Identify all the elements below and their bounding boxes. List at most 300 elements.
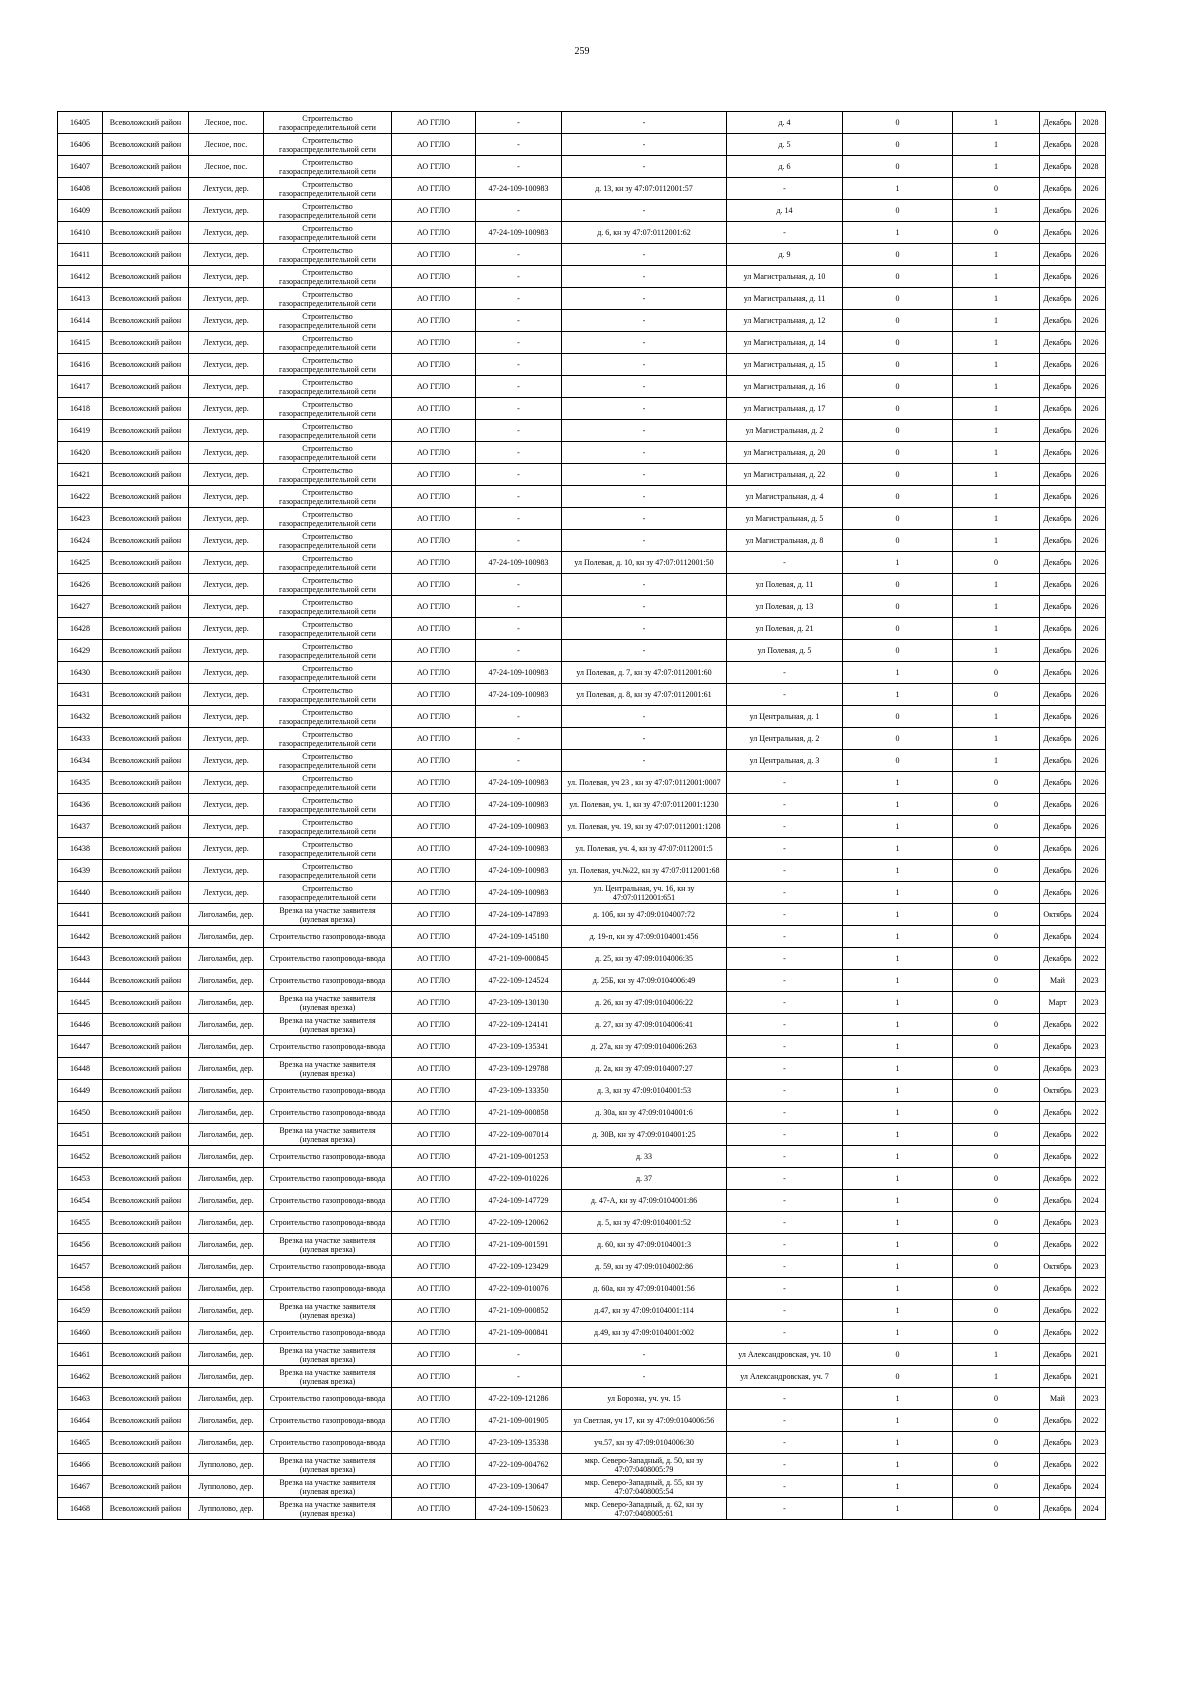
cell-application-number: 47-21-109-001905	[476, 1410, 562, 1432]
cell-month: Декабрь	[1040, 1476, 1076, 1498]
cell-row-number: 16434	[58, 750, 103, 772]
cell-address-with-cadastre: -	[562, 1344, 727, 1366]
cell-address-with-cadastre: -	[562, 288, 727, 310]
cell-district: Всеволожский район	[103, 310, 189, 332]
cell-row-number: 16420	[58, 442, 103, 464]
cell-organization: АО ГГЛО	[392, 574, 476, 596]
cell-count-a: 0	[843, 156, 953, 178]
cell-organization: АО ГГЛО	[392, 1366, 476, 1388]
cell-year: 2026	[1076, 618, 1106, 640]
gasification-schedule-table	[57, 111, 1106, 1520]
table-row	[58, 1014, 1106, 1036]
cell-work-type: Врезка на участке заявителя (нулевая врезка)	[264, 1454, 392, 1476]
table-row	[58, 706, 1106, 728]
cell-district: Всеволожский район	[103, 1344, 189, 1366]
table-row	[58, 948, 1106, 970]
cell-year: 2022	[1076, 1014, 1106, 1036]
cell-district: Всеволожский район	[103, 596, 189, 618]
cell-address: ул Александровская, уч. 10	[727, 1344, 843, 1366]
cell-district: Всеволожский район	[103, 1476, 189, 1498]
cell-address: -	[727, 552, 843, 574]
cell-district: Всеволожский район	[103, 156, 189, 178]
cell-address-with-cadastre: ул. Полевая, уч. 4, кн зу 47:07:0112001:5	[562, 838, 727, 860]
cell-row-number: 16437	[58, 816, 103, 838]
cell-application-number: -	[476, 640, 562, 662]
cell-district: Всеволожский район	[103, 1432, 189, 1454]
cell-count-b: 1	[953, 156, 1040, 178]
cell-count-b: 1	[953, 332, 1040, 354]
cell-application-number: 47-24-109-100983	[476, 882, 562, 904]
cell-row-number: 16462	[58, 1366, 103, 1388]
cell-address-with-cadastre: д. 37	[562, 1168, 727, 1190]
cell-row-number: 16424	[58, 530, 103, 552]
cell-settlement: Лехтуси, дер.	[189, 596, 264, 618]
cell-count-b: 1	[953, 354, 1040, 376]
cell-address-with-cadastre: -	[562, 530, 727, 552]
cell-year: 2024	[1076, 926, 1106, 948]
cell-month: Декабрь	[1040, 1036, 1076, 1058]
cell-application-number: -	[476, 486, 562, 508]
cell-work-type: Строительство газораспределительной сети	[264, 750, 392, 772]
cell-settlement: Лехтуси, дер.	[189, 266, 264, 288]
cell-row-number: 16422	[58, 486, 103, 508]
cell-settlement: Лехтуси, дер.	[189, 772, 264, 794]
cell-district: Всеволожский район	[103, 222, 189, 244]
cell-work-type: Строительство газораспределительной сети	[264, 508, 392, 530]
cell-row-number: 16447	[58, 1036, 103, 1058]
cell-application-number: 47-24-109-100983	[476, 816, 562, 838]
cell-application-number: 47-24-109-100983	[476, 860, 562, 882]
cell-district: Всеволожский район	[103, 1300, 189, 1322]
cell-application-number: 47-21-109-001591	[476, 1234, 562, 1256]
cell-address: ул Магистральная, д. 10	[727, 266, 843, 288]
cell-month: Декабрь	[1040, 1212, 1076, 1234]
cell-row-number: 16464	[58, 1410, 103, 1432]
cell-count-b: 0	[953, 1212, 1040, 1234]
cell-address-with-cadastre: -	[562, 640, 727, 662]
cell-year: 2026	[1076, 288, 1106, 310]
cell-row-number: 16417	[58, 376, 103, 398]
cell-address: -	[727, 1212, 843, 1234]
cell-settlement: Лиголамби, дер.	[189, 1124, 264, 1146]
cell-address-with-cadastre: д. 25Б, кн зу 47:09:0104006:49	[562, 970, 727, 992]
cell-address: -	[727, 1410, 843, 1432]
cell-work-type: Строительство газораспределительной сети	[264, 178, 392, 200]
cell-work-type: Строительство газораспределительной сети	[264, 288, 392, 310]
cell-address: ул Магистральная, д. 14	[727, 332, 843, 354]
cell-application-number: -	[476, 574, 562, 596]
cell-organization: АО ГГЛО	[392, 420, 476, 442]
cell-organization: АО ГГЛО	[392, 222, 476, 244]
cell-work-type: Строительство газопровода-ввода	[264, 1212, 392, 1234]
cell-district: Всеволожский район	[103, 1014, 189, 1036]
cell-count-a: 0	[843, 112, 953, 134]
table-row	[58, 992, 1106, 1014]
cell-count-a: 0	[843, 310, 953, 332]
cell-count-a: 1	[843, 222, 953, 244]
cell-year: 2026	[1076, 684, 1106, 706]
cell-address: -	[727, 1454, 843, 1476]
cell-application-number: 47-22-109-124141	[476, 1014, 562, 1036]
cell-district: Всеволожский район	[103, 244, 189, 266]
cell-district: Всеволожский район	[103, 1454, 189, 1476]
cell-work-type: Строительство газораспределительной сети	[264, 112, 392, 134]
cell-row-number: 16429	[58, 640, 103, 662]
cell-count-a: 1	[843, 1476, 953, 1498]
table-row	[58, 750, 1106, 772]
table-row	[58, 156, 1106, 178]
cell-application-number: -	[476, 728, 562, 750]
cell-organization: АО ГГЛО	[392, 354, 476, 376]
cell-work-type: Строительство газораспределительной сети	[264, 156, 392, 178]
cell-district: Всеволожский район	[103, 464, 189, 486]
cell-count-a: 1	[843, 1014, 953, 1036]
cell-settlement: Лиголамби, дер.	[189, 1410, 264, 1432]
cell-work-type: Строительство газораспределительной сети	[264, 222, 392, 244]
cell-settlement: Лиголамби, дер.	[189, 1146, 264, 1168]
cell-address-with-cadastre: ул. Полевая, уч 23 , кн зу 47:07:0112001:0007	[562, 772, 727, 794]
cell-settlement: Лесное, пос.	[189, 112, 264, 134]
cell-count-a: 1	[843, 1278, 953, 1300]
cell-count-b: 0	[953, 1234, 1040, 1256]
cell-month: Декабрь	[1040, 1278, 1076, 1300]
cell-application-number: 47-24-109-100983	[476, 684, 562, 706]
cell-month: Декабрь	[1040, 706, 1076, 728]
cell-month: Март	[1040, 992, 1076, 1014]
cell-address-with-cadastre: -	[562, 486, 727, 508]
cell-year: 2022	[1076, 1454, 1106, 1476]
cell-count-b: 0	[953, 1080, 1040, 1102]
cell-row-number: 16413	[58, 288, 103, 310]
cell-work-type: Строительство газопровода-ввода	[264, 1168, 392, 1190]
cell-year: 2022	[1076, 1278, 1106, 1300]
cell-work-type: Строительство газораспределительной сети	[264, 838, 392, 860]
cell-organization: АО ГГЛО	[392, 1344, 476, 1366]
cell-count-a: 0	[843, 376, 953, 398]
cell-district: Всеволожский район	[103, 684, 189, 706]
cell-count-a: 1	[843, 684, 953, 706]
cell-application-number: -	[476, 1344, 562, 1366]
cell-settlement: Лехтуси, дер.	[189, 750, 264, 772]
cell-organization: АО ГГЛО	[392, 1036, 476, 1058]
cell-year: 2024	[1076, 1190, 1106, 1212]
cell-year: 2023	[1076, 1212, 1106, 1234]
cell-address: ул Полевая, д. 13	[727, 596, 843, 618]
cell-year: 2026	[1076, 486, 1106, 508]
cell-count-b: 0	[953, 904, 1040, 926]
cell-application-number: -	[476, 354, 562, 376]
cell-count-a: 1	[843, 816, 953, 838]
table-row	[58, 508, 1106, 530]
cell-organization: АО ГГЛО	[392, 662, 476, 684]
cell-district: Всеволожский район	[103, 706, 189, 728]
cell-month: Декабрь	[1040, 1300, 1076, 1322]
cell-district: Всеволожский район	[103, 992, 189, 1014]
cell-row-number: 16461	[58, 1344, 103, 1366]
cell-address: -	[727, 860, 843, 882]
cell-application-number: -	[476, 332, 562, 354]
cell-count-b: 0	[953, 1014, 1040, 1036]
cell-row-number: 16415	[58, 332, 103, 354]
cell-organization: АО ГГЛО	[392, 750, 476, 772]
cell-district: Всеволожский район	[103, 398, 189, 420]
cell-work-type: Строительство газораспределительной сети	[264, 442, 392, 464]
cell-count-b: 0	[953, 1124, 1040, 1146]
cell-year: 2026	[1076, 728, 1106, 750]
cell-count-a: 0	[843, 574, 953, 596]
cell-address-with-cadastre: д. 19-п, кн зу 47:09:0104001:456	[562, 926, 727, 948]
cell-address-with-cadastre: ул. Полевая, уч. 19, кн зу 47:07:0112001:1208	[562, 816, 727, 838]
cell-month: Декабрь	[1040, 750, 1076, 772]
cell-count-b: 0	[953, 684, 1040, 706]
cell-address: -	[727, 1388, 843, 1410]
cell-count-b: 0	[953, 1300, 1040, 1322]
cell-address-with-cadastre: д. 30В, кн зу 47:09:0104001:25	[562, 1124, 727, 1146]
cell-year: 2022	[1076, 1146, 1106, 1168]
cell-row-number: 16456	[58, 1234, 103, 1256]
cell-row-number: 16450	[58, 1102, 103, 1124]
cell-address: -	[727, 1168, 843, 1190]
cell-settlement: Лехтуси, дер.	[189, 728, 264, 750]
cell-count-a: 1	[843, 1322, 953, 1344]
cell-row-number: 16448	[58, 1058, 103, 1080]
cell-application-number: -	[476, 420, 562, 442]
cell-count-b: 0	[953, 662, 1040, 684]
cell-month: Декабрь	[1040, 420, 1076, 442]
cell-district: Всеволожский район	[103, 618, 189, 640]
cell-address: -	[727, 926, 843, 948]
cell-address-with-cadastre: д. 3, кн зу 47:09:0104001:53	[562, 1080, 727, 1102]
cell-address-with-cadastre: ул. Полевая, уч. 1, кн зу 47:07:0112001:1230	[562, 794, 727, 816]
cell-year: 2026	[1076, 266, 1106, 288]
cell-application-number: 47-22-109-120062	[476, 1212, 562, 1234]
cell-organization: АО ГГЛО	[392, 882, 476, 904]
cell-settlement: Лехтуси, дер.	[189, 530, 264, 552]
cell-district: Всеволожский район	[103, 1234, 189, 1256]
cell-work-type: Строительство газораспределительной сети	[264, 640, 392, 662]
cell-month: Декабрь	[1040, 1168, 1076, 1190]
cell-organization: АО ГГЛО	[392, 1058, 476, 1080]
cell-settlement: Лехтуси, дер.	[189, 222, 264, 244]
cell-count-b: 0	[953, 992, 1040, 1014]
cell-district: Всеволожский район	[103, 574, 189, 596]
table-row	[58, 618, 1106, 640]
cell-address-with-cadastre: -	[562, 112, 727, 134]
cell-district: Всеволожский район	[103, 882, 189, 904]
table-row	[58, 1256, 1106, 1278]
cell-application-number: -	[476, 706, 562, 728]
cell-application-number: -	[476, 508, 562, 530]
cell-district: Всеволожский район	[103, 728, 189, 750]
cell-month: Декабрь	[1040, 574, 1076, 596]
cell-address-with-cadastre: ул Светлая, уч 17, кн зу 47:09:0104006:56	[562, 1410, 727, 1432]
cell-month: Декабрь	[1040, 310, 1076, 332]
cell-month: Декабрь	[1040, 354, 1076, 376]
cell-row-number: 16410	[58, 222, 103, 244]
cell-count-b: 0	[953, 1102, 1040, 1124]
cell-month: Декабрь	[1040, 1498, 1076, 1520]
cell-district: Всеволожский район	[103, 1322, 189, 1344]
cell-organization: АО ГГЛО	[392, 332, 476, 354]
cell-application-number: 47-22-109-123429	[476, 1256, 562, 1278]
cell-count-a: 0	[843, 266, 953, 288]
cell-district: Всеволожский район	[103, 926, 189, 948]
cell-organization: АО ГГЛО	[392, 376, 476, 398]
cell-application-number: 47-21-109-000852	[476, 1300, 562, 1322]
cell-application-number: -	[476, 398, 562, 420]
cell-address-with-cadastre: -	[562, 156, 727, 178]
table-row	[58, 574, 1106, 596]
cell-month: Декабрь	[1040, 618, 1076, 640]
cell-settlement: Лехтуси, дер.	[189, 684, 264, 706]
cell-year: 2022	[1076, 1124, 1106, 1146]
table-row	[58, 1300, 1106, 1322]
cell-organization: АО ГГЛО	[392, 156, 476, 178]
table-row	[58, 376, 1106, 398]
cell-row-number: 16428	[58, 618, 103, 640]
cell-address: ул Магистральная, д. 4	[727, 486, 843, 508]
cell-count-b: 0	[953, 1036, 1040, 1058]
cell-year: 2023	[1076, 1080, 1106, 1102]
cell-month: Декабрь	[1040, 552, 1076, 574]
cell-row-number: 16445	[58, 992, 103, 1014]
page-number: 259	[574, 46, 590, 57]
cell-district: Всеволожский район	[103, 1168, 189, 1190]
cell-work-type: Строительство газораспределительной сети	[264, 530, 392, 552]
cell-count-a: 1	[843, 970, 953, 992]
cell-work-type: Строительство газопровода-ввода	[264, 926, 392, 948]
cell-work-type: Строительство газораспределительной сети	[264, 420, 392, 442]
table-row	[58, 442, 1106, 464]
cell-organization: АО ГГЛО	[392, 288, 476, 310]
table-row	[58, 1454, 1106, 1476]
cell-organization: АО ГГЛО	[392, 1234, 476, 1256]
cell-count-a: 1	[843, 882, 953, 904]
cell-month: Декабрь	[1040, 134, 1076, 156]
cell-organization: АО ГГЛО	[392, 1168, 476, 1190]
cell-month: Декабрь	[1040, 816, 1076, 838]
cell-count-a: 1	[843, 1454, 953, 1476]
cell-count-b: 1	[953, 618, 1040, 640]
cell-settlement: Лехтуси, дер.	[189, 882, 264, 904]
cell-row-number: 16458	[58, 1278, 103, 1300]
table-row	[58, 552, 1106, 574]
cell-settlement: Лехтуси, дер.	[189, 486, 264, 508]
cell-settlement: Лехтуси, дер.	[189, 398, 264, 420]
cell-work-type: Строительство газораспределительной сети	[264, 200, 392, 222]
cell-address-with-cadastre: -	[562, 266, 727, 288]
cell-work-type: Строительство газораспределительной сети	[264, 816, 392, 838]
cell-row-number: 16440	[58, 882, 103, 904]
cell-count-a: 1	[843, 948, 953, 970]
cell-district: Всеволожский район	[103, 1058, 189, 1080]
cell-count-b: 0	[953, 926, 1040, 948]
cell-application-number: -	[476, 376, 562, 398]
cell-settlement: Лиголамби, дер.	[189, 1388, 264, 1410]
cell-year: 2026	[1076, 244, 1106, 266]
cell-row-number: 16467	[58, 1476, 103, 1498]
cell-count-a: 1	[843, 1146, 953, 1168]
cell-count-b: 1	[953, 706, 1040, 728]
cell-address-with-cadastre: д. 27, кн зу 47:09:0104006:41	[562, 1014, 727, 1036]
cell-year: 2022	[1076, 1322, 1106, 1344]
cell-work-type: Строительство газораспределительной сети	[264, 244, 392, 266]
cell-count-b: 0	[953, 1322, 1040, 1344]
cell-address: ул Центральная, д. 1	[727, 706, 843, 728]
cell-year: 2023	[1076, 992, 1106, 1014]
cell-organization: АО ГГЛО	[392, 1454, 476, 1476]
cell-month: Декабрь	[1040, 1322, 1076, 1344]
cell-work-type: Строительство газораспределительной сети	[264, 684, 392, 706]
table-row	[58, 112, 1106, 134]
cell-application-number: 47-24-109-100983	[476, 662, 562, 684]
cell-organization: АО ГГЛО	[392, 618, 476, 640]
cell-count-b: 0	[953, 178, 1040, 200]
cell-district: Всеволожский район	[103, 376, 189, 398]
cell-work-type: Строительство газораспределительной сети	[264, 794, 392, 816]
cell-year: 2022	[1076, 1300, 1106, 1322]
cell-address: -	[727, 816, 843, 838]
cell-settlement: Лехтуси, дер.	[189, 288, 264, 310]
cell-row-number: 16411	[58, 244, 103, 266]
cell-organization: АО ГГЛО	[392, 552, 476, 574]
cell-settlement: Лиголамби, дер.	[189, 1212, 264, 1234]
cell-organization: АО ГГЛО	[392, 860, 476, 882]
cell-address-with-cadastre: -	[562, 618, 727, 640]
cell-count-b: 1	[953, 1344, 1040, 1366]
cell-address-with-cadastre: д. 47-А, кн зу 47:09:0104001:86	[562, 1190, 727, 1212]
table-row	[58, 838, 1106, 860]
table-row	[58, 794, 1106, 816]
cell-work-type: Врезка на участке заявителя (нулевая врезка)	[264, 1366, 392, 1388]
cell-count-b: 0	[953, 1058, 1040, 1080]
cell-address: -	[727, 662, 843, 684]
cell-address-with-cadastre: д. 60, кн зу 47:09:0104001:3	[562, 1234, 727, 1256]
table-row	[58, 1388, 1106, 1410]
cell-address: д. 4	[727, 112, 843, 134]
table-row	[58, 1102, 1106, 1124]
table-row	[58, 1476, 1106, 1498]
table-row	[58, 882, 1106, 904]
cell-year: 2022	[1076, 1168, 1106, 1190]
cell-organization: АО ГГЛО	[392, 464, 476, 486]
cell-settlement: Лехтуси, дер.	[189, 310, 264, 332]
cell-settlement: Лехтуси, дер.	[189, 178, 264, 200]
cell-work-type: Строительство газораспределительной сети	[264, 574, 392, 596]
cell-year: 2026	[1076, 794, 1106, 816]
cell-district: Всеволожский район	[103, 1080, 189, 1102]
cell-district: Всеволожский район	[103, 1102, 189, 1124]
table-row	[58, 1036, 1106, 1058]
cell-count-b: 1	[953, 420, 1040, 442]
cell-application-number: 47-23-109-130130	[476, 992, 562, 1014]
cell-count-b: 1	[953, 442, 1040, 464]
cell-application-number: 47-24-109-150623	[476, 1498, 562, 1520]
cell-month: Декабрь	[1040, 640, 1076, 662]
cell-count-a: 1	[843, 772, 953, 794]
cell-row-number: 16449	[58, 1080, 103, 1102]
cell-work-type: Врезка на участке заявителя (нулевая врезка)	[264, 1476, 392, 1498]
cell-month: Декабрь	[1040, 684, 1076, 706]
cell-address: ул Магистральная, д. 2	[727, 420, 843, 442]
cell-month: Декабрь	[1040, 1058, 1076, 1080]
cell-row-number: 16425	[58, 552, 103, 574]
cell-organization: АО ГГЛО	[392, 640, 476, 662]
cell-count-a: 0	[843, 508, 953, 530]
cell-count-a: 0	[843, 1366, 953, 1388]
cell-address-with-cadastre: ул. Полевая, уч.№22, кн зу 47:07:0112001:68	[562, 860, 727, 882]
cell-count-a: 1	[843, 1300, 953, 1322]
